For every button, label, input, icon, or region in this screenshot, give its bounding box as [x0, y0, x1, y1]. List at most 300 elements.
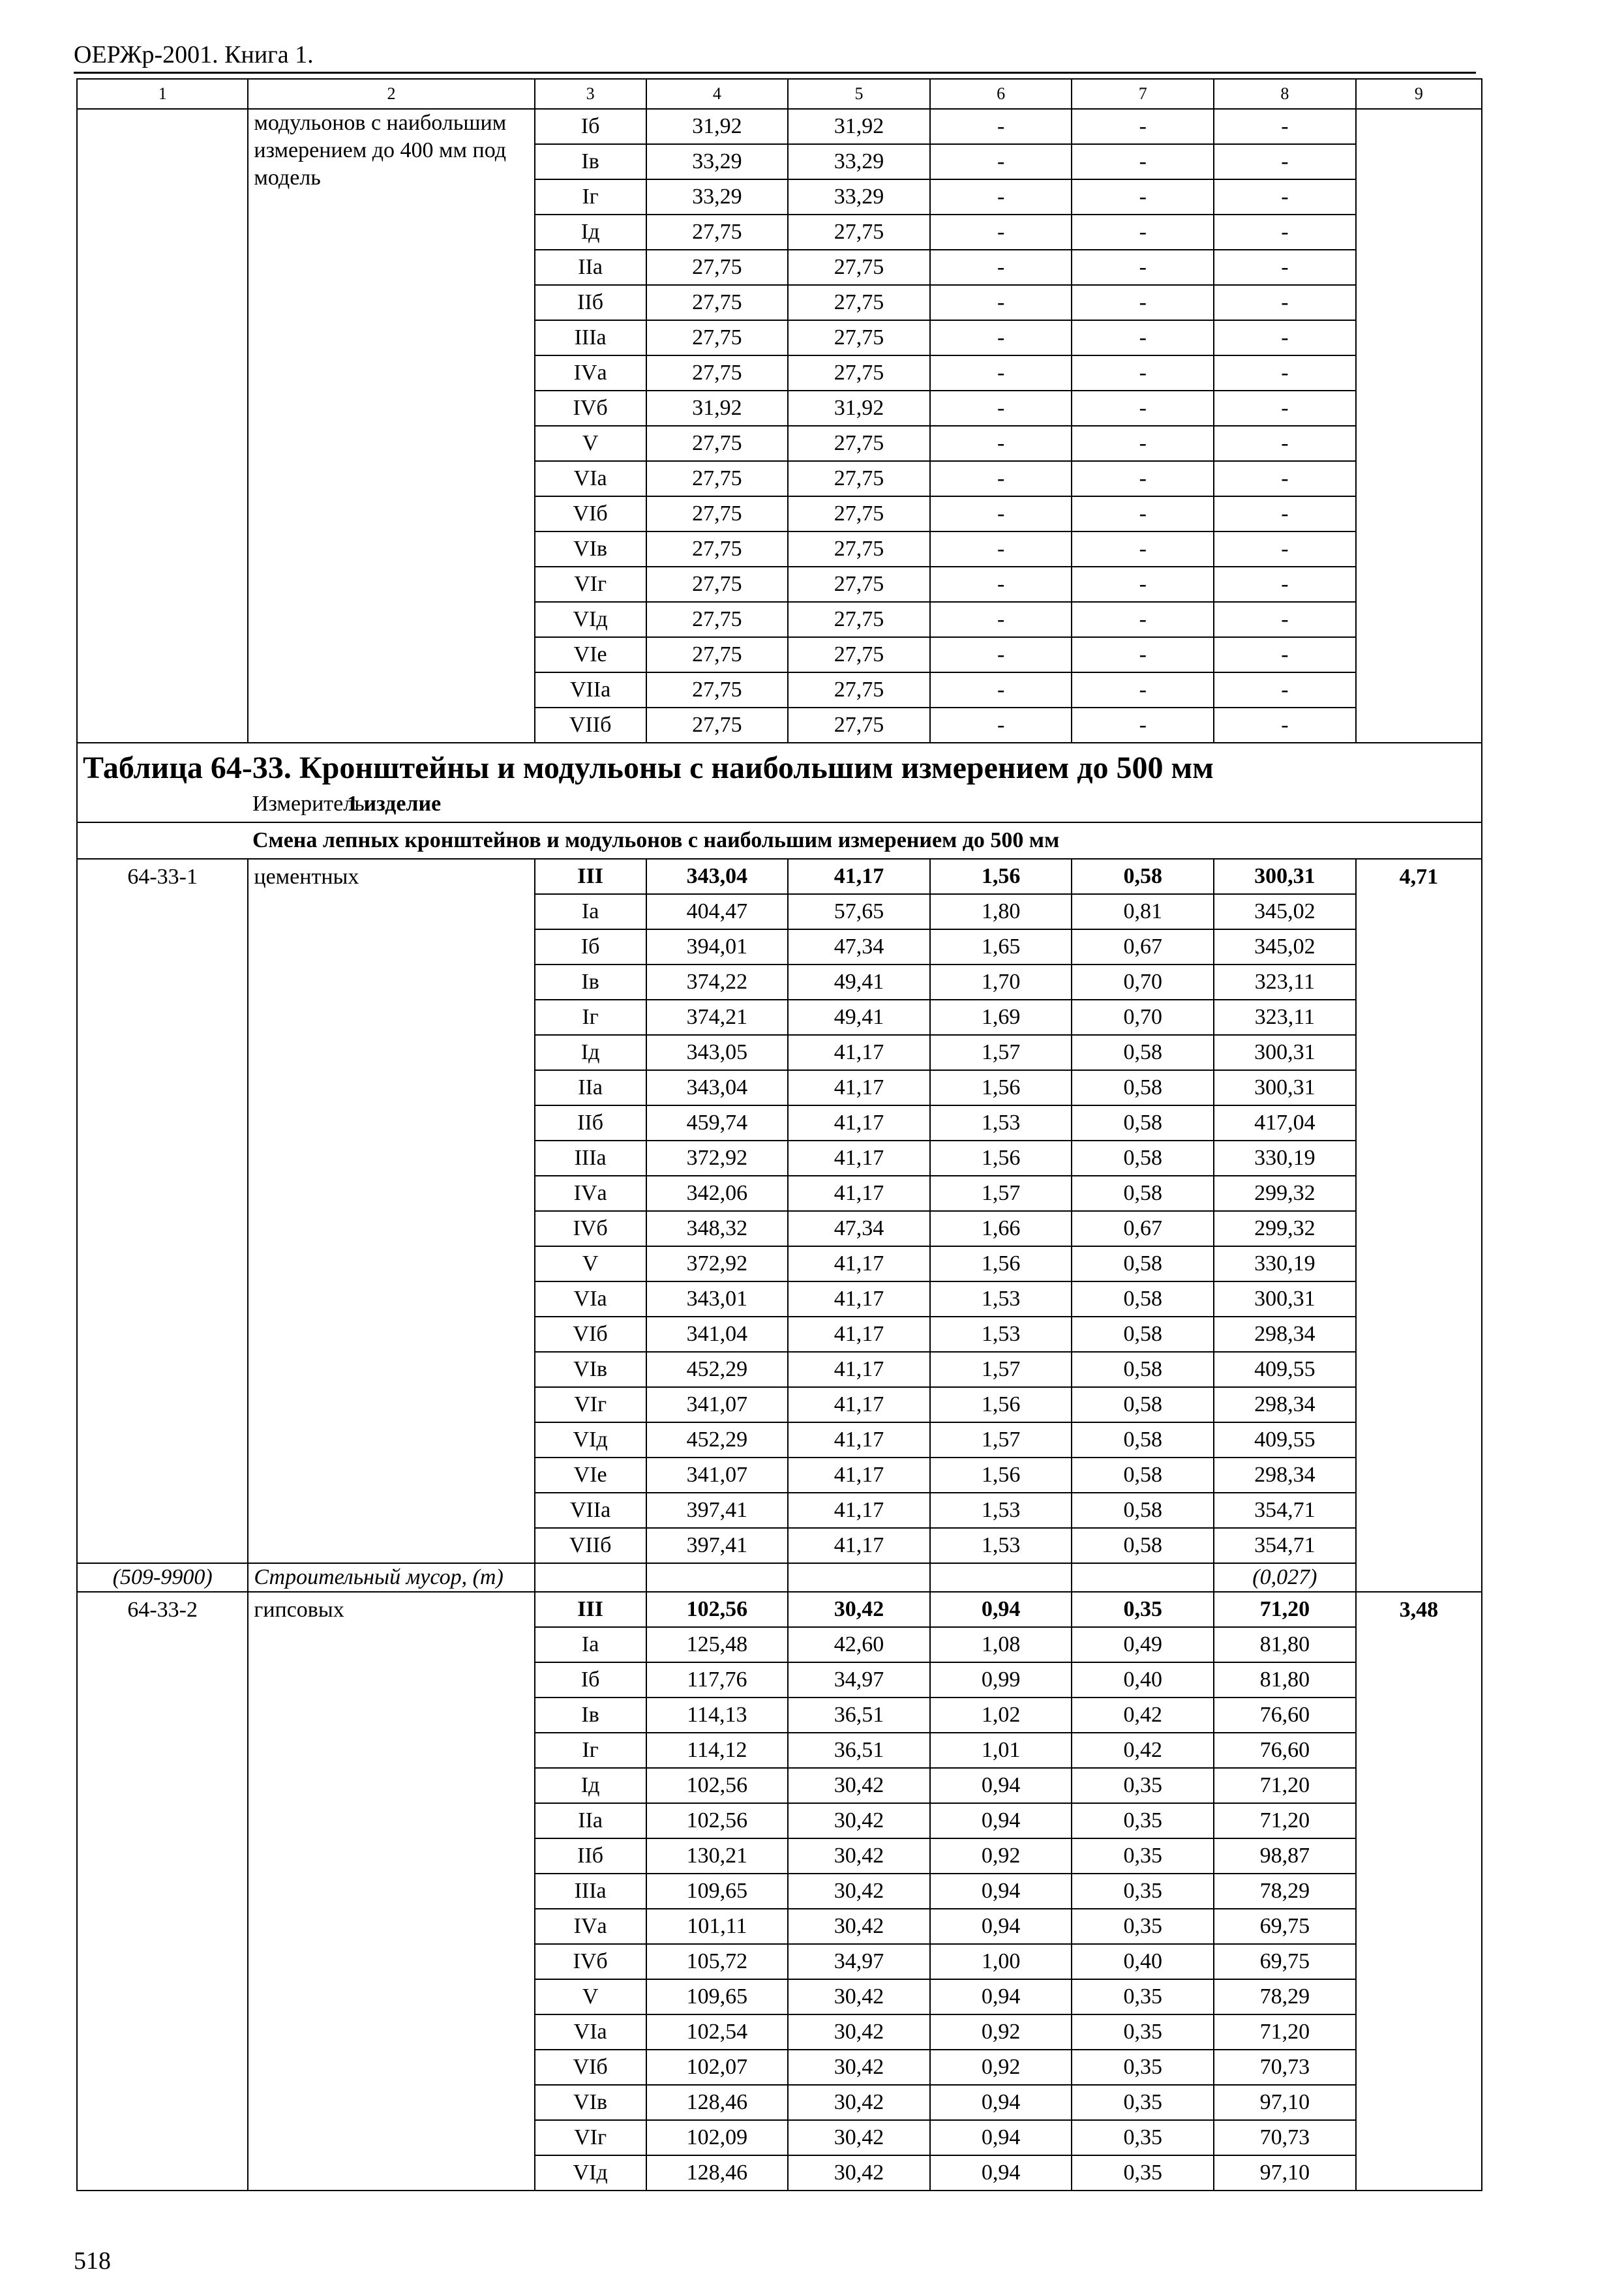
value-cell: 71,20 — [1214, 2014, 1356, 2050]
column-number: 5 — [788, 79, 930, 109]
zone-cell: VIв — [535, 1352, 646, 1387]
item-code-cell — [77, 109, 248, 743]
value-cell: 0,67 — [1072, 929, 1214, 965]
value-cell: 30,42 — [788, 2120, 930, 2155]
value-cell: - — [930, 391, 1072, 426]
zone-cell: IIб — [535, 285, 646, 320]
value-cell: 409,55 — [1214, 1352, 1356, 1387]
col9-value: 3,48 — [1356, 1592, 1482, 2191]
value-cell: - — [930, 109, 1072, 144]
value-cell: 1,08 — [930, 1627, 1072, 1662]
value-cell: 109,65 — [646, 1979, 789, 2014]
value-cell: 49,41 — [788, 1000, 930, 1035]
zone-cell: VIб — [535, 496, 646, 531]
value-cell: 70,73 — [1214, 2050, 1356, 2085]
value-cell: - — [930, 355, 1072, 391]
value-cell: 97,10 — [1214, 2155, 1356, 2191]
value-cell: 1,02 — [930, 1698, 1072, 1733]
value-cell: - — [1072, 355, 1214, 391]
value-cell: 0,58 — [1072, 1352, 1214, 1387]
value-cell: - — [1214, 496, 1356, 531]
value-cell: - — [1214, 285, 1356, 320]
value-cell: 0,35 — [1072, 1909, 1214, 1944]
column-number: 9 — [1356, 79, 1482, 109]
value-cell: 41,17 — [788, 1070, 930, 1105]
value-cell: 0,81 — [1072, 894, 1214, 929]
value-cell: 27,75 — [788, 320, 930, 355]
zone-cell: Iд — [535, 215, 646, 250]
value-cell: - — [930, 215, 1072, 250]
value-cell: 27,75 — [788, 602, 930, 637]
value-cell: 30,42 — [788, 2050, 930, 2085]
value-cell: 298,34 — [1214, 1387, 1356, 1422]
value-cell: 0,35 — [1072, 2120, 1214, 2155]
value-cell: 102,56 — [646, 1592, 789, 1627]
value-cell: 0,67 — [1072, 1211, 1214, 1246]
value-cell: - — [930, 250, 1072, 285]
value-cell: 41,17 — [788, 1317, 930, 1352]
value-cell: 117,76 — [646, 1662, 789, 1698]
value-cell: 298,34 — [1214, 1458, 1356, 1493]
value-cell: 128,46 — [646, 2085, 789, 2120]
value-cell: 299,32 — [1214, 1176, 1356, 1211]
column-number: 3 — [535, 79, 646, 109]
zone-cell: VIIа — [535, 1493, 646, 1528]
value-cell: 102,56 — [646, 1768, 789, 1803]
value-cell: 0,70 — [1072, 965, 1214, 1000]
value-cell: 33,29 — [646, 179, 789, 215]
value-cell: 41,17 — [788, 1176, 930, 1211]
value-cell: - — [1214, 250, 1356, 285]
zone-cell: IIа — [535, 1803, 646, 1838]
value-cell: 33,29 — [788, 144, 930, 179]
value-cell: 27,75 — [646, 215, 789, 250]
value-cell: - — [930, 496, 1072, 531]
value-cell: 41,17 — [788, 1422, 930, 1458]
meter-label: Измеритель: — [252, 792, 371, 816]
value-cell: - — [930, 637, 1072, 672]
value-cell: - — [1072, 391, 1214, 426]
value-cell: 1,56 — [930, 1387, 1072, 1422]
value-cell: 27,75 — [646, 320, 789, 355]
value-cell: 343,04 — [646, 1070, 789, 1105]
value-cell: 31,92 — [646, 109, 789, 144]
value-cell: 0,94 — [930, 1592, 1072, 1627]
zone-cell: VIг — [535, 1387, 646, 1422]
value-cell: 81,80 — [1214, 1662, 1356, 1698]
value-cell: 1,57 — [930, 1035, 1072, 1070]
value-cell: 105,72 — [646, 1944, 789, 1979]
zone-cell: VIб — [535, 1317, 646, 1352]
column-number: 8 — [1214, 79, 1356, 109]
value-cell: 30,42 — [788, 2085, 930, 2120]
item-description: модульонов с наибольшим измерением до 400 мм под модель — [248, 109, 534, 743]
zone-cell: IVб — [535, 391, 646, 426]
value-cell: 0,92 — [930, 1838, 1072, 1874]
zone-cell: VIв — [535, 531, 646, 567]
value-cell: 0,94 — [930, 1874, 1072, 1909]
value-cell: - — [930, 708, 1072, 743]
zone-cell: VIIб — [535, 1528, 646, 1563]
value-cell: 0,94 — [930, 2155, 1072, 2191]
zone-cell: IIб — [535, 1838, 646, 1874]
zone-cell: IIIа — [535, 320, 646, 355]
waste-value: (0,027) — [1214, 1563, 1356, 1592]
value-cell: 330,19 — [1214, 1141, 1356, 1176]
table-title: Таблица 64-33. Кронштейны и модульоны с наибольшим измерением до 500 мм — [83, 751, 1214, 785]
zone-cell: VIб — [535, 2050, 646, 2085]
value-cell: - — [1072, 179, 1214, 215]
value-cell: 0,58 — [1072, 1141, 1214, 1176]
value-cell: - — [1214, 320, 1356, 355]
value-cell: 341,07 — [646, 1387, 789, 1422]
value-cell: 27,75 — [646, 567, 789, 602]
zone-cell: IIIа — [535, 1141, 646, 1176]
value-cell: - — [1072, 496, 1214, 531]
value-cell: - — [1072, 531, 1214, 567]
value-cell: 0,99 — [930, 1662, 1072, 1698]
value-cell: - — [1072, 250, 1214, 285]
value-cell: - — [1214, 179, 1356, 215]
value-cell: - — [1072, 708, 1214, 743]
zone-cell: VIIа — [535, 672, 646, 708]
value-cell: 372,92 — [646, 1246, 789, 1281]
meter-value: 1 изделие — [347, 792, 442, 816]
page-header-title: ОЕРЖр-2001. Книга 1. — [74, 41, 314, 68]
value-cell: 404,47 — [646, 894, 789, 929]
value-cell: 300,31 — [1214, 1070, 1356, 1105]
zone-cell: IVа — [535, 1909, 646, 1944]
column-number: 4 — [646, 79, 789, 109]
value-cell: 27,75 — [646, 355, 789, 391]
value-cell: 0,58 — [1072, 1422, 1214, 1458]
item-name: гипсовых — [248, 1592, 534, 2191]
value-cell: - — [1214, 109, 1356, 144]
value-cell: 397,41 — [646, 1493, 789, 1528]
column-number: 6 — [930, 79, 1072, 109]
zone-cell: IIа — [535, 250, 646, 285]
value-cell: 1,00 — [930, 1944, 1072, 1979]
value-cell: 49,41 — [788, 965, 930, 1000]
value-cell: 78,29 — [1214, 1979, 1356, 2014]
value-cell: 76,60 — [1214, 1698, 1356, 1733]
item-code: 64-33-1 — [77, 859, 248, 1563]
value-cell: - — [930, 179, 1072, 215]
empty-cell — [535, 1563, 646, 1592]
value-cell: 27,75 — [788, 708, 930, 743]
value-cell: 27,75 — [646, 672, 789, 708]
value-cell: 27,75 — [788, 426, 930, 461]
value-cell: 0,35 — [1072, 2050, 1214, 2085]
value-cell: 0,58 — [1072, 1387, 1214, 1422]
value-cell: 31,92 — [788, 391, 930, 426]
value-cell: 36,51 — [788, 1733, 930, 1768]
value-cell: 71,20 — [1214, 1768, 1356, 1803]
table-title-cell — [77, 743, 1482, 822]
meter-row — [78, 786, 1481, 822]
value-cell: - — [1072, 320, 1214, 355]
value-cell: 57,65 — [788, 894, 930, 929]
value-cell: 1,56 — [930, 1246, 1072, 1281]
value-cell: 101,11 — [646, 1909, 789, 1944]
value-cell: 27,75 — [646, 250, 789, 285]
value-cell: 27,75 — [788, 215, 930, 250]
table-subheading: Смена лепных кронштейнов и модульонов с наибольшим измерением до 500 мм — [77, 822, 1482, 859]
value-cell: 41,17 — [788, 1246, 930, 1281]
value-cell: - — [1214, 355, 1356, 391]
value-cell: 109,65 — [646, 1874, 789, 1909]
zone-cell: Iв — [535, 144, 646, 179]
value-cell: - — [1214, 215, 1356, 250]
value-cell: 114,12 — [646, 1733, 789, 1768]
value-cell: 0,58 — [1072, 1070, 1214, 1105]
value-cell: 1,57 — [930, 1422, 1072, 1458]
value-cell: 27,75 — [788, 285, 930, 320]
value-cell: 27,75 — [646, 637, 789, 672]
empty-cell — [788, 1563, 930, 1592]
value-cell: 0,58 — [1072, 1176, 1214, 1211]
value-cell: 27,75 — [646, 496, 789, 531]
empty-cell — [646, 1563, 789, 1592]
value-cell: 1,53 — [930, 1281, 1072, 1317]
value-cell: 47,34 — [788, 929, 930, 965]
value-cell: 0,40 — [1072, 1662, 1214, 1698]
value-cell: 1,56 — [930, 1458, 1072, 1493]
zone-cell: Iд — [535, 1035, 646, 1070]
value-cell: 452,29 — [646, 1352, 789, 1387]
waste-code: (509-9900) — [77, 1563, 248, 1592]
value-cell: 102,09 — [646, 2120, 789, 2155]
value-cell: 0,92 — [930, 2014, 1072, 2050]
value-cell: - — [1072, 602, 1214, 637]
value-cell: 125,48 — [646, 1627, 789, 1662]
zone-cell: Iб — [535, 109, 646, 144]
value-cell: 0,35 — [1072, 2085, 1214, 2120]
value-cell: 27,75 — [788, 531, 930, 567]
value-cell: 30,42 — [788, 1592, 930, 1627]
zone-cell: IVб — [535, 1944, 646, 1979]
value-cell: 0,58 — [1072, 1281, 1214, 1317]
value-cell: 0,58 — [1072, 1105, 1214, 1141]
value-cell: 0,35 — [1072, 2014, 1214, 2050]
value-cell: 30,42 — [788, 1909, 930, 1944]
zone-cell: VIг — [535, 2120, 646, 2155]
column-number: 2 — [248, 79, 534, 109]
value-cell: 0,94 — [930, 1803, 1072, 1838]
value-cell: 41,17 — [788, 1528, 930, 1563]
value-cell: 0,94 — [930, 2085, 1072, 2120]
value-cell: 41,17 — [788, 1458, 930, 1493]
zone-cell: Iб — [535, 929, 646, 965]
value-cell: 1,53 — [930, 1528, 1072, 1563]
value-cell: 417,04 — [1214, 1105, 1356, 1141]
value-cell: - — [1214, 461, 1356, 496]
value-cell: 0,35 — [1072, 1768, 1214, 1803]
zone-cell: IVа — [535, 1176, 646, 1211]
value-cell: 1,01 — [930, 1733, 1072, 1768]
col9-cell — [1356, 109, 1482, 743]
value-cell: 0,49 — [1072, 1627, 1214, 1662]
value-cell: 27,75 — [646, 531, 789, 567]
value-cell: 1,70 — [930, 965, 1072, 1000]
value-cell: 130,21 — [646, 1838, 789, 1874]
value-cell: 300,31 — [1214, 859, 1356, 894]
price-table-body — [77, 79, 1482, 2191]
value-cell: 31,92 — [646, 391, 789, 426]
table-title-row — [77, 743, 1482, 822]
value-cell: 0,92 — [930, 2050, 1072, 2085]
value-cell: 30,42 — [788, 1874, 930, 1909]
value-cell: - — [1214, 391, 1356, 426]
price-table — [76, 78, 1482, 2191]
value-cell: 459,74 — [646, 1105, 789, 1141]
column-numbers-row — [77, 79, 1482, 109]
value-cell: 0,58 — [1072, 1493, 1214, 1528]
zone-cell: Iа — [535, 1627, 646, 1662]
value-cell: 0,94 — [930, 1979, 1072, 2014]
value-cell: 0,35 — [1072, 1592, 1214, 1627]
value-cell: 30,42 — [788, 2155, 930, 2191]
value-cell: 27,75 — [646, 602, 789, 637]
subheading-row — [77, 822, 1482, 859]
value-cell: 0,35 — [1072, 1874, 1214, 1909]
value-cell: 374,22 — [646, 965, 789, 1000]
value-cell: 41,17 — [788, 1352, 930, 1387]
zone-cell: VIа — [535, 2014, 646, 2050]
value-cell: 374,21 — [646, 1000, 789, 1035]
value-cell: 342,06 — [646, 1176, 789, 1211]
value-cell: 345,02 — [1214, 929, 1356, 965]
zone-cell: Iг — [535, 1733, 646, 1768]
value-cell: 0,40 — [1072, 1944, 1214, 1979]
waste-name: Строительный мусор, (т) — [248, 1563, 534, 1592]
value-cell: 34,97 — [788, 1944, 930, 1979]
value-cell: 1,80 — [930, 894, 1072, 929]
value-cell: 299,32 — [1214, 1211, 1356, 1246]
value-cell: 0,35 — [1072, 1838, 1214, 1874]
header-rule — [74, 72, 1476, 74]
zone-cell: IIIа — [535, 1874, 646, 1909]
value-cell: 27,75 — [646, 285, 789, 320]
value-cell: 397,41 — [646, 1528, 789, 1563]
value-cell: 41,17 — [788, 1493, 930, 1528]
value-cell: 343,04 — [646, 859, 789, 894]
value-cell: 1,53 — [930, 1493, 1072, 1528]
empty-cell — [1072, 1563, 1214, 1592]
value-cell: 102,54 — [646, 2014, 789, 2050]
value-cell: 0,58 — [1072, 1458, 1214, 1493]
value-cell: 341,07 — [646, 1458, 789, 1493]
item-name: цементных — [248, 859, 534, 1563]
zone-cell: V — [535, 1246, 646, 1281]
value-cell: 0,42 — [1072, 1698, 1214, 1733]
zone-cell: VIа — [535, 1281, 646, 1317]
value-cell: 41,17 — [788, 1035, 930, 1070]
value-cell: 76,60 — [1214, 1733, 1356, 1768]
value-cell: - — [1072, 109, 1214, 144]
value-cell: 372,92 — [646, 1141, 789, 1176]
value-cell: 1,53 — [930, 1105, 1072, 1141]
value-cell: 30,42 — [788, 1979, 930, 2014]
value-cell: 69,75 — [1214, 1944, 1356, 1979]
value-cell: 298,34 — [1214, 1317, 1356, 1352]
value-cell: 0,35 — [1072, 1803, 1214, 1838]
value-cell: 1,56 — [930, 1141, 1072, 1176]
zone-cell: VIв — [535, 2085, 646, 2120]
value-cell: - — [1072, 461, 1214, 496]
value-cell: 71,20 — [1214, 1592, 1356, 1627]
value-cell: 71,20 — [1214, 1803, 1356, 1838]
waste-row — [77, 1563, 1482, 1592]
value-cell: 102,56 — [646, 1803, 789, 1838]
value-cell: 300,31 — [1214, 1281, 1356, 1317]
page-number: 518 — [74, 2247, 111, 2275]
value-cell: - — [1214, 567, 1356, 602]
value-cell: 0,58 — [1072, 1035, 1214, 1070]
zone-cell: VIе — [535, 637, 646, 672]
value-cell: - — [1072, 285, 1214, 320]
value-cell: 102,07 — [646, 2050, 789, 2085]
value-cell: 41,17 — [788, 1141, 930, 1176]
zone-cell: Iд — [535, 1768, 646, 1803]
value-cell: 31,92 — [788, 109, 930, 144]
table-row — [77, 859, 1482, 894]
value-cell: 41,17 — [788, 1105, 930, 1141]
zone-cell: III — [535, 1592, 646, 1627]
value-cell: 30,42 — [788, 1768, 930, 1803]
value-cell: - — [1072, 426, 1214, 461]
value-cell: 345,02 — [1214, 894, 1356, 929]
value-cell: 27,75 — [788, 461, 930, 496]
value-cell: 41,17 — [788, 1281, 930, 1317]
value-cell: 0,58 — [1072, 1528, 1214, 1563]
value-cell: 0,35 — [1072, 2155, 1214, 2191]
value-cell: 394,01 — [646, 929, 789, 965]
value-cell: 27,75 — [646, 708, 789, 743]
value-cell: - — [1214, 708, 1356, 743]
value-cell: 33,29 — [788, 179, 930, 215]
value-cell: 0,70 — [1072, 1000, 1214, 1035]
zone-cell: V — [535, 1979, 646, 2014]
zone-cell: Iв — [535, 1698, 646, 1733]
value-cell: 1,56 — [930, 1070, 1072, 1105]
column-number: 1 — [77, 79, 248, 109]
value-cell: 33,29 — [646, 144, 789, 179]
value-cell: - — [1214, 672, 1356, 708]
zone-cell: VIг — [535, 567, 646, 602]
zone-cell: V — [535, 426, 646, 461]
value-cell: 300,31 — [1214, 1035, 1356, 1070]
value-cell: 0,94 — [930, 2120, 1072, 2155]
value-cell: 1,57 — [930, 1176, 1072, 1211]
value-cell: 0,94 — [930, 1768, 1072, 1803]
value-cell: 47,34 — [788, 1211, 930, 1246]
value-cell: - — [930, 531, 1072, 567]
value-cell: 0,35 — [1072, 1979, 1214, 2014]
value-cell: 30,42 — [788, 1803, 930, 1838]
value-cell: 1,53 — [930, 1317, 1072, 1352]
zone-cell: VIа — [535, 461, 646, 496]
value-cell: 452,29 — [646, 1422, 789, 1458]
value-cell: 27,75 — [788, 496, 930, 531]
zone-cell: Iг — [535, 1000, 646, 1035]
value-cell: - — [1214, 144, 1356, 179]
value-cell: - — [1072, 567, 1214, 602]
value-cell: - — [930, 461, 1072, 496]
zone-cell: Iг — [535, 179, 646, 215]
value-cell: 30,42 — [788, 1838, 930, 1874]
value-cell: 70,73 — [1214, 2120, 1356, 2155]
